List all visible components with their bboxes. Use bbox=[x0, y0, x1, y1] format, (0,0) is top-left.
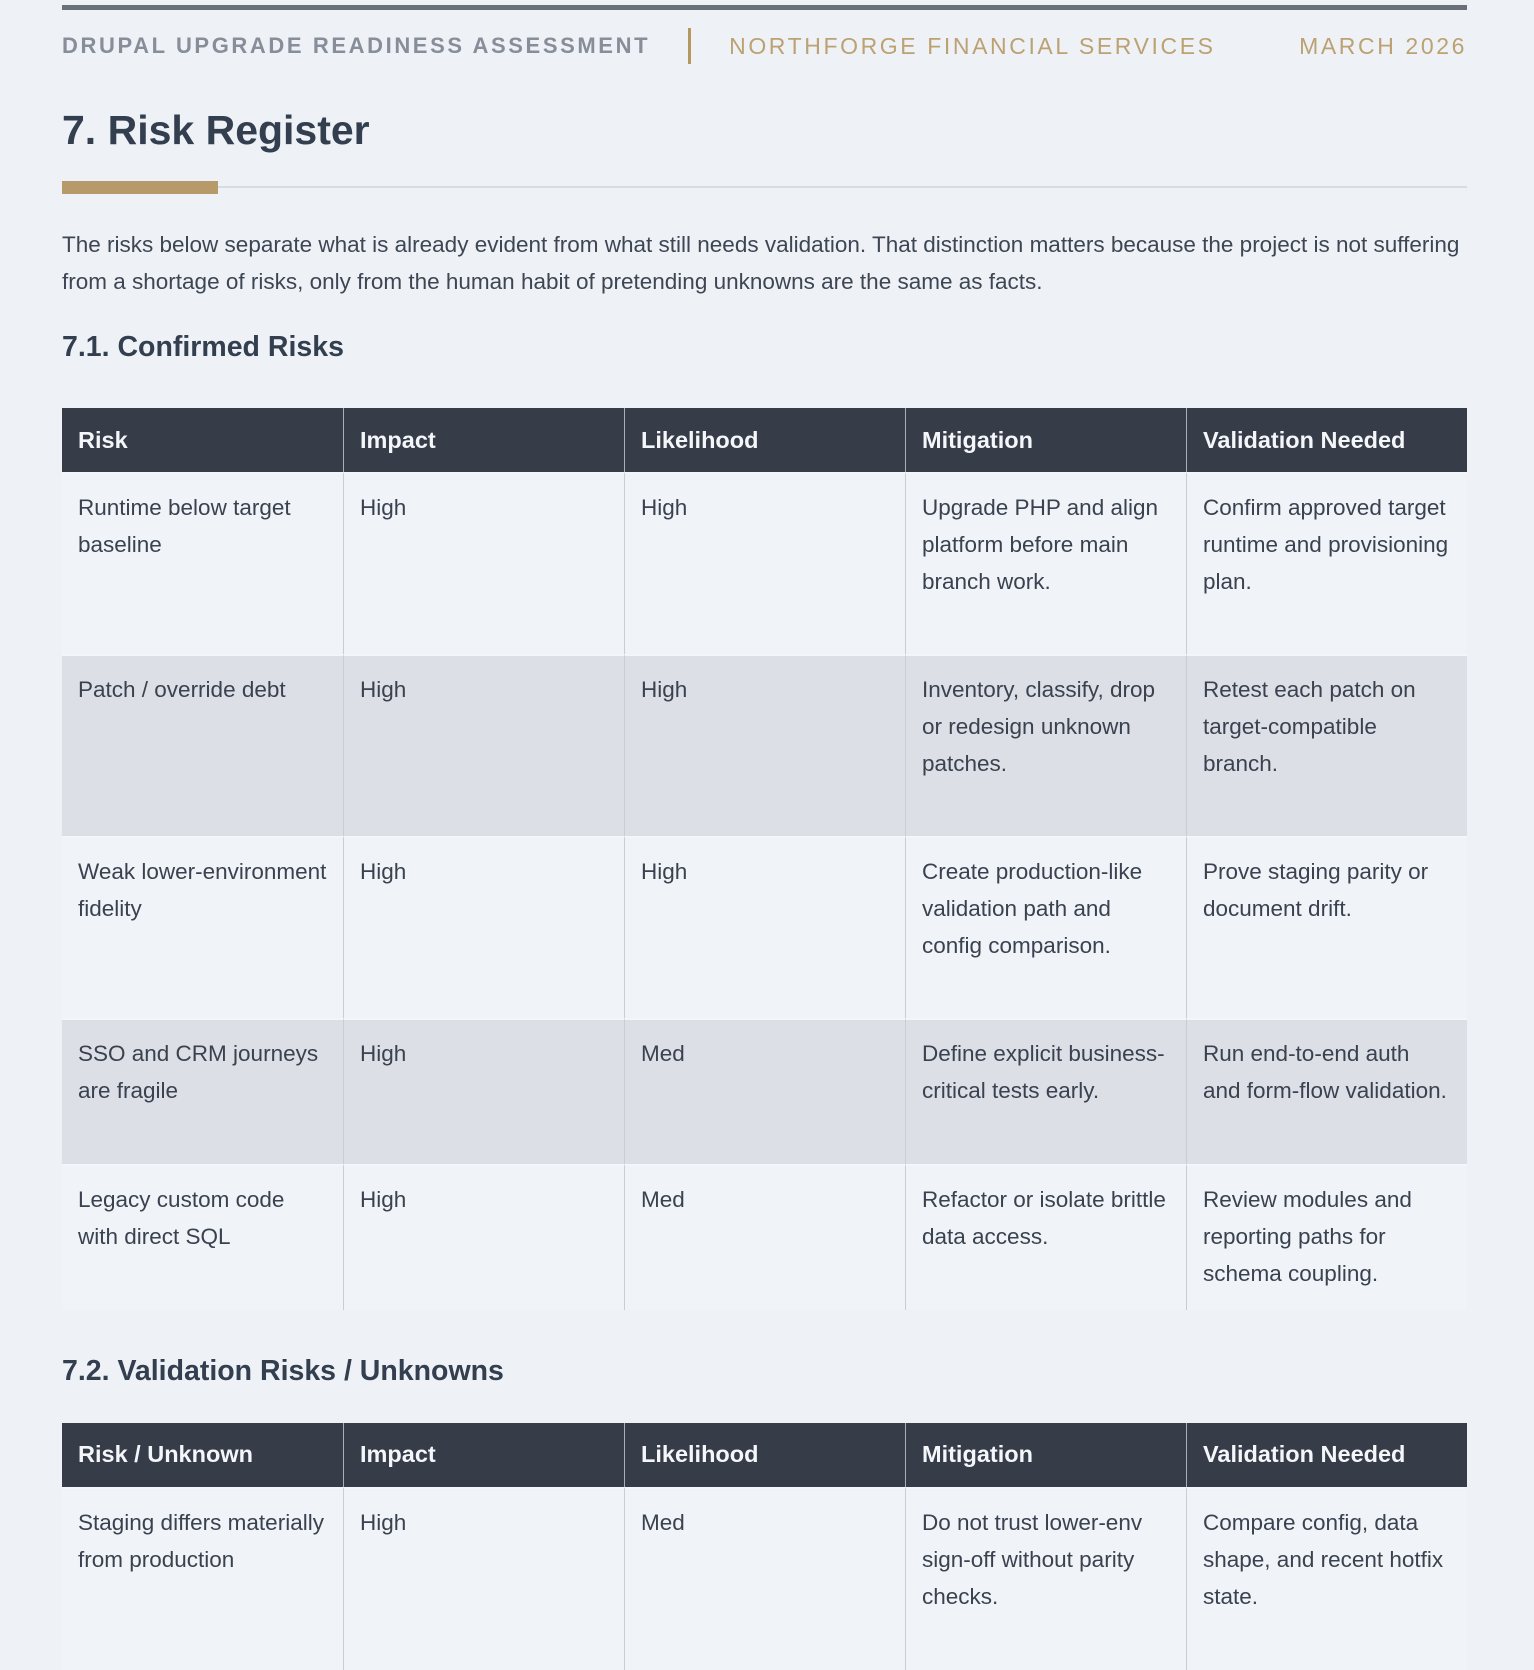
validation-risks-table bbox=[62, 1423, 1467, 1670]
table-cell: Staging differs materially from production bbox=[62, 1487, 343, 1670]
document-header bbox=[62, 26, 1467, 66]
column-header: Mitigation bbox=[905, 408, 1186, 472]
table-cell: Weak lower-environment fidelity bbox=[62, 836, 343, 1018]
table-cell: Define explicit business-critical tests early. bbox=[905, 1018, 1186, 1164]
confirmed-risks-table bbox=[62, 408, 1467, 1310]
table-cell: Confirm approved target runtime and provisioning plan. bbox=[1186, 472, 1467, 654]
table-row bbox=[62, 1487, 1467, 1670]
header-row bbox=[62, 1423, 1467, 1487]
header-row bbox=[62, 408, 1467, 472]
table-cell: Review modules and reporting paths for schema coupling. bbox=[1186, 1164, 1467, 1310]
page-title: 7. Risk Register bbox=[62, 107, 370, 153]
table-row bbox=[62, 472, 1467, 654]
header-divider bbox=[688, 28, 691, 64]
table-cell: High bbox=[343, 1018, 624, 1164]
intro-paragraph: The risks below separate what is already evident from what still needs validation. That distinction matters because the project is not suffering from a shortage of risks, only from the human habit of pretending unknowns are the same as facts. bbox=[62, 232, 1460, 295]
table-cell: Legacy custom code with direct SQL bbox=[62, 1164, 343, 1310]
document-page bbox=[0, 5, 1534, 1670]
column-header: Risk bbox=[62, 408, 343, 472]
table-cell: Do not trust lower-env sign-off without parity checks. bbox=[905, 1487, 1186, 1670]
table-cell: Med bbox=[624, 1487, 905, 1670]
title-rule-accent bbox=[62, 181, 218, 194]
column-header: Validation Needed bbox=[1186, 408, 1467, 472]
column-header: Impact bbox=[343, 408, 624, 472]
column-header: Validation Needed bbox=[1186, 1423, 1467, 1487]
table-cell: High bbox=[624, 654, 905, 836]
column-header: Impact bbox=[343, 1423, 624, 1487]
table-cell: Prove staging parity or document drift. bbox=[1186, 836, 1467, 1018]
table-cell: Create production-like validation path and config comparison. bbox=[905, 836, 1186, 1018]
table-cell: Med bbox=[624, 1164, 905, 1310]
section-heading-validation-risks: 7.2. Validation Risks / Unknowns bbox=[62, 1355, 504, 1388]
table-cell: Patch / override debt bbox=[62, 654, 343, 836]
table-cell: High bbox=[343, 654, 624, 836]
table-cell: SSO and CRM journeys are fragile bbox=[62, 1018, 343, 1164]
title-rule-line bbox=[62, 186, 1467, 188]
report-date: MARCH 2026 bbox=[1299, 32, 1467, 59]
table-row bbox=[62, 1164, 1467, 1310]
top-accent-bar bbox=[62, 5, 1467, 10]
table-cell: High bbox=[624, 472, 905, 654]
document-title: DRUPAL UPGRADE READINESS ASSESSMENT bbox=[62, 33, 651, 58]
section-heading-confirmed-risks: 7.1. Confirmed Risks bbox=[62, 331, 344, 364]
table-row bbox=[62, 1018, 1467, 1164]
table-cell: High bbox=[343, 836, 624, 1018]
column-header: Likelihood bbox=[624, 408, 905, 472]
table-cell: Retest each patch on target-compatible branch. bbox=[1186, 654, 1467, 836]
table-row bbox=[62, 836, 1467, 1018]
table-cell: Refactor or isolate brittle data access. bbox=[905, 1164, 1186, 1310]
table-cell: Runtime below target baseline bbox=[62, 472, 343, 654]
table-cell: High bbox=[343, 1164, 624, 1310]
table-cell: Med bbox=[624, 1018, 905, 1164]
table-cell: Compare config, data shape, and recent hotfix state. bbox=[1186, 1487, 1467, 1670]
title-rule bbox=[62, 181, 1467, 194]
table-cell: Inventory, classify, drop or redesign unknown patches. bbox=[905, 654, 1186, 836]
table-cell: High bbox=[343, 472, 624, 654]
table-row bbox=[62, 654, 1467, 836]
column-header: Risk / Unknown bbox=[62, 1423, 343, 1487]
table-cell: High bbox=[624, 836, 905, 1018]
table-cell: Upgrade PHP and align platform before main branch work. bbox=[905, 472, 1186, 654]
table-cell: High bbox=[343, 1487, 624, 1670]
client-name: NORTHFORGE FINANCIAL SERVICES bbox=[729, 32, 1216, 59]
column-header: Mitigation bbox=[905, 1423, 1186, 1487]
table-cell: Run end-to-end auth and form-flow validation. bbox=[1186, 1018, 1467, 1164]
column-header: Likelihood bbox=[624, 1423, 905, 1487]
